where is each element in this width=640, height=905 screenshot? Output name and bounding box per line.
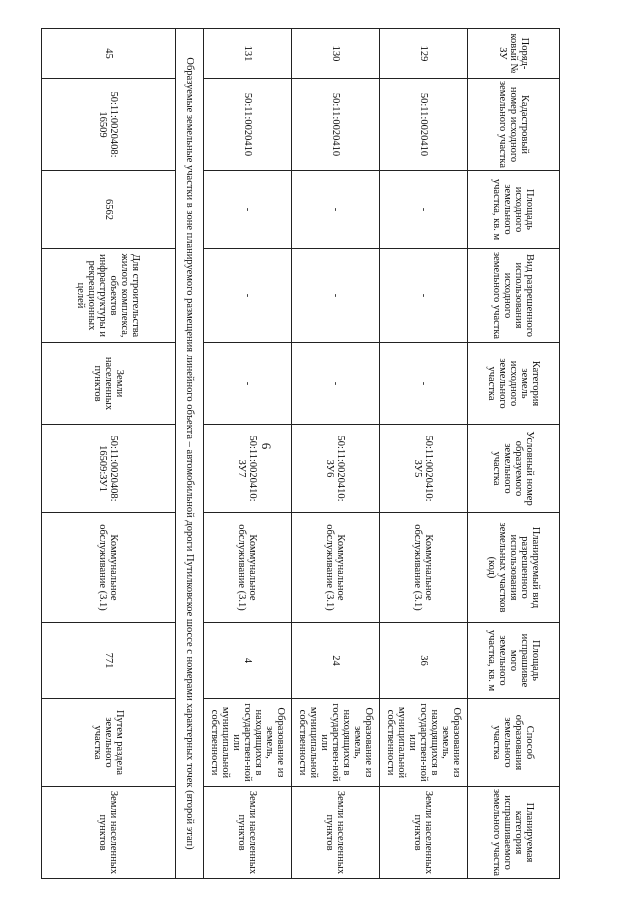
table-cell: Образование из земель, находящихся в государствен-ной или муниципальной собственности: [204, 699, 292, 787]
table-cell: Земли населенных пунктов: [204, 787, 292, 879]
table-cell: -: [292, 171, 380, 249]
table-row: [204, 29, 292, 879]
section-title: Образуемые земельные участки в зоне планируемого размещения линейного объекта – автомобильной дороги Путилковское шоссе с номерами характерных точек (второй этап): [176, 29, 204, 879]
table-cell: Образование из земель, находящихся в государствен-ной или муниципальной собственности: [292, 699, 380, 787]
table-cell: 130: [292, 29, 380, 79]
rotated-table-wrapper: [42, 28, 560, 878]
header-cell: Планируемая категория испрашиваемого земельного участка: [468, 787, 560, 879]
table-cell: 50:11:0020410: [204, 79, 292, 171]
header-cell: Категория земель исходного земельного участка: [468, 343, 560, 425]
table-cell: 50:11:0020410: [292, 79, 380, 171]
table-cell: 129: [380, 29, 468, 79]
header-row: [468, 29, 560, 879]
table-cell: Коммунальное обслуживание (3.1): [204, 513, 292, 623]
header-cell: Способ образования земельного участка: [468, 699, 560, 787]
table-cell: Коммунальное обслуживание (3.1): [292, 513, 380, 623]
table-cell: Земли населенных пунктов: [42, 787, 176, 879]
section-row: [176, 29, 204, 879]
table-cell: 50:11:0020410: ЗУ6: [292, 425, 380, 513]
table-cell: 771: [42, 623, 176, 699]
table-cell: Для строительства жилого комплекса, объектов инфраструктуры и рекреационных целей: [42, 249, 176, 343]
header-cell: Условный номер образуемого земельного участка: [468, 425, 560, 513]
table-cell: 50:11:0020408: 16509: [42, 79, 176, 171]
table-cell: -: [204, 171, 292, 249]
table-cell: 6562: [42, 171, 176, 249]
table-cell: Коммунальное обслуживание (3.1): [380, 513, 468, 623]
table-cell: 50:11:0020410: ЗУ5: [380, 425, 468, 513]
page-number: 6: [259, 442, 274, 450]
table-cell: 24: [292, 623, 380, 699]
header-cell: Поряд-ковый № ЗУ: [468, 29, 560, 79]
table-cell: -: [380, 249, 468, 343]
table-cell: 36: [380, 623, 468, 699]
header-cell: Планируемый вид разрешенного использования земельных участков (код): [468, 513, 560, 623]
table-cell: Коммунальное обслуживание (3.1): [42, 513, 176, 623]
table-cell: -: [292, 249, 380, 343]
header-cell: Площадь исходного земельного участка, кв. м: [468, 171, 560, 249]
table-cell: -: [292, 343, 380, 425]
table-row: [42, 29, 176, 879]
table-cell: Земли населенных пунктов: [42, 343, 176, 425]
table-row: [292, 29, 380, 879]
table-cell: -: [380, 343, 468, 425]
table-cell: 131: [204, 29, 292, 79]
table-cell: Образование из земель, находящихся в государствен-ной или муниципальной собственности: [380, 699, 468, 787]
table-cell: 4: [204, 623, 292, 699]
table-cell: 50:11:0020408: 16509:ЗУ1: [42, 425, 176, 513]
table-cell: 50:11:0020410: ЗУ7: [204, 425, 292, 513]
table-cell: 45: [42, 29, 176, 79]
header-cell: Кадастровый номер исходного земельного участка: [468, 79, 560, 171]
table-row: [380, 29, 468, 879]
table-cell: Путем раздела земельного участка: [42, 699, 176, 787]
header-cell: Площадь испрашивае мого земельного участка, кв. м: [468, 623, 560, 699]
header-cell: Вид разрешенного использования исходного земельного участка: [468, 249, 560, 343]
table-cell: Земли населенных пунктов: [292, 787, 380, 879]
table-cell: -: [204, 249, 292, 343]
table-cell: -: [204, 343, 292, 425]
land-plots-table: [41, 28, 560, 879]
table-cell: -: [380, 171, 468, 249]
table-cell: Земли населенных пунктов: [380, 787, 468, 879]
table-cell: 50:11:0020410: [380, 79, 468, 171]
